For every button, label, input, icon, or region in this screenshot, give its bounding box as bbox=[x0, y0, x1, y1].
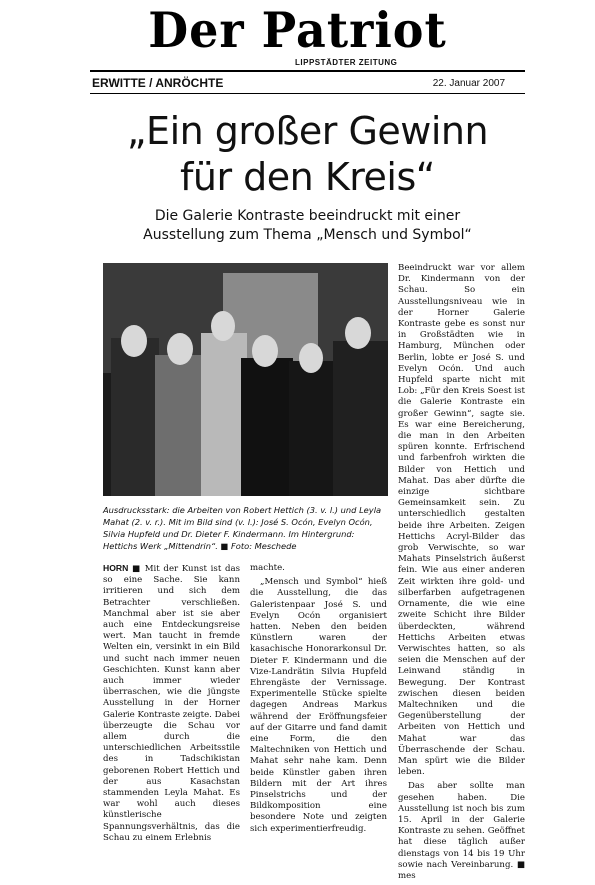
photo-caption: Ausdrucksstark: die Arbeiten von Robert Hettich (3. v. l.) und Leyla Mahat (2. v. r.). Mit im Bild sind (v. l.): José S. Ocón, Evelyn Ocón, Silvia Hupfeld und Dr. Dieter F. Kindermann. Im Hintergrund: Hettichs Werk „Mittendrin“. ■ Foto: Meschede bbox=[103, 505, 382, 551]
column-2-paragraph-2: „Mensch und Symbol“ hieß die Ausstellung, die das Galeristenpaar José S. und Evelyn Ocón organisiert hatten. Neben den beiden Künstlern waren der kasachische Honorarkonsul Dr. Dieter F. Kindermann und die Vize-Landrätin Silvia Hupfeld Ehrengäste der Vernissage. Experimentelle Stücke spielte dagegen Andreas Markus während der Eröffnungsfeier auf der Gitarre und fand damit eine Form, die den Maltechniken von Hettich und Mahat sehr nahe kam. Denn beide Künstler gaben ihren Bildern mit der Art ihres Pinselstrichs und der Bildkomposition eine besondere Note und zeigten sich experimentierfreudig. bbox=[250, 577, 387, 834]
headline-line-1: „Ein großer Gewinn bbox=[126, 109, 489, 153]
subhead-line-2: Ausstellung zum Thema „Mensch und Symbol“ bbox=[143, 227, 472, 243]
photo-face bbox=[167, 333, 193, 365]
article-dateline: HORN bbox=[103, 563, 129, 573]
newspaper-title: Der Patriot bbox=[148, 1, 447, 59]
photo-face bbox=[121, 325, 147, 357]
photo-person bbox=[111, 338, 159, 496]
headline-line-2: für den Kreis“ bbox=[180, 155, 435, 199]
masthead-rule bbox=[90, 70, 525, 72]
masthead-block bbox=[0, 1, 595, 59]
photo-face bbox=[345, 317, 371, 349]
photo-person bbox=[289, 361, 337, 496]
article-subhead bbox=[90, 207, 525, 245]
article-column-2 bbox=[250, 563, 387, 838]
subhead-line-1: Die Galerie Kontraste beeindruckt mit einer bbox=[154, 208, 461, 224]
column-3-paragraph-2: Das aber sollte man gesehen haben. Die Ausstellung ist noch bis zum 15. April in der Galerie Kontraste zu sehen. Geöffnet hat diese täglich außer dienstags von 14 bis 19 Uhr sowie nach Vereinbarung. ■ mes bbox=[398, 781, 525, 881]
photo-face bbox=[299, 343, 323, 373]
article-column-1 bbox=[103, 563, 240, 847]
photo-person bbox=[333, 341, 388, 496]
section-label: ERWITTE / ANRÖCHTE bbox=[92, 76, 224, 90]
column-2-paragraph-1: machte. bbox=[250, 563, 285, 573]
article-headline bbox=[90, 108, 525, 200]
issue-date: 22. Januar 2007 bbox=[432, 78, 505, 89]
column-3-paragraph-1: Beeindruckt war vor allem Dr. Kindermann von der Schau. So ein Ausstellungsniveau wie in der Horner Galerie Kontraste gebe es sonst nur in Großstädten wie in Hamburg, München oder Berlin, lobte er José S. und Evelyn Ocón. Und auch Hupfeld sparte nicht mit Lob: „Für den Kreis Soest ist die Galerie Kontraste ein großer Gewinn“, sagte sie. Es war eine Bereicherung, die man in den Arbeiten spüren konnte. Erfrischend und farbenfroh wirkten die Bilder von Hettich und Mahat. Das aber dürfte die einzige sichtbare Gemeinsamkeit sein. Zu unterschiedlich gestalten beide ihre Arbeiten. Zeigen Hettichs Acryl-Bilder das grob Verwischte, so war Mahats Pinselstrich äußerst fein. Wie aus einer anderen Zeit wirkten ihre gold- und silberfarben aufgetragenen Ornamente, die wie eine zweite Schicht ihre Bilder überdeckten, während Hettichs Arbeiten etwas Verwischtes hatten, so als seien die Menschen auf der Leinwand ständig in Bewegung. Der Kontrast zwischen diesen beiden Maltechniken und die Gegenüberstellung der Arbeiten von Hettich und Mahat war das Überraschende der Schau. Man spürt wie die Bilder leben. bbox=[398, 263, 525, 778]
section-rule bbox=[90, 93, 525, 94]
article-column-3 bbox=[398, 263, 525, 885]
photo-face bbox=[211, 311, 235, 341]
photo-face bbox=[252, 335, 278, 367]
photo-person bbox=[241, 358, 293, 496]
article-photo bbox=[103, 263, 388, 496]
newspaper-subtitle: LIPPSTÄDTER ZEITUNG bbox=[295, 58, 398, 67]
column-1-text: ■ Mit der Kunst ist das so eine Sache. Sie kann irritieren und sich dem Betrachter verschließen. Manchmal aber ist sie aber auch eine Entdeckungsreise wert. Man taucht in fremde Welten ein, versinkt in ein Bild und sucht nach immer neuen Geschichten. Kunst kann aber auch immer wieder überraschen, wie die jüngste Ausstellung in der Horner Galerie Kontraste zeigte. Dabei überzeugte die Schau vor allem durch die unterschiedlichen Arbeitsstile des in Tadschikistan geborenen Robert Hettich und der aus Kasachstan stammenden Leyla Mahat. Es war wohl auch dieses künstlerische Spannungsverhältnis, das die Schau zu einem Erlebnis bbox=[103, 564, 240, 843]
photo-person bbox=[155, 355, 207, 496]
